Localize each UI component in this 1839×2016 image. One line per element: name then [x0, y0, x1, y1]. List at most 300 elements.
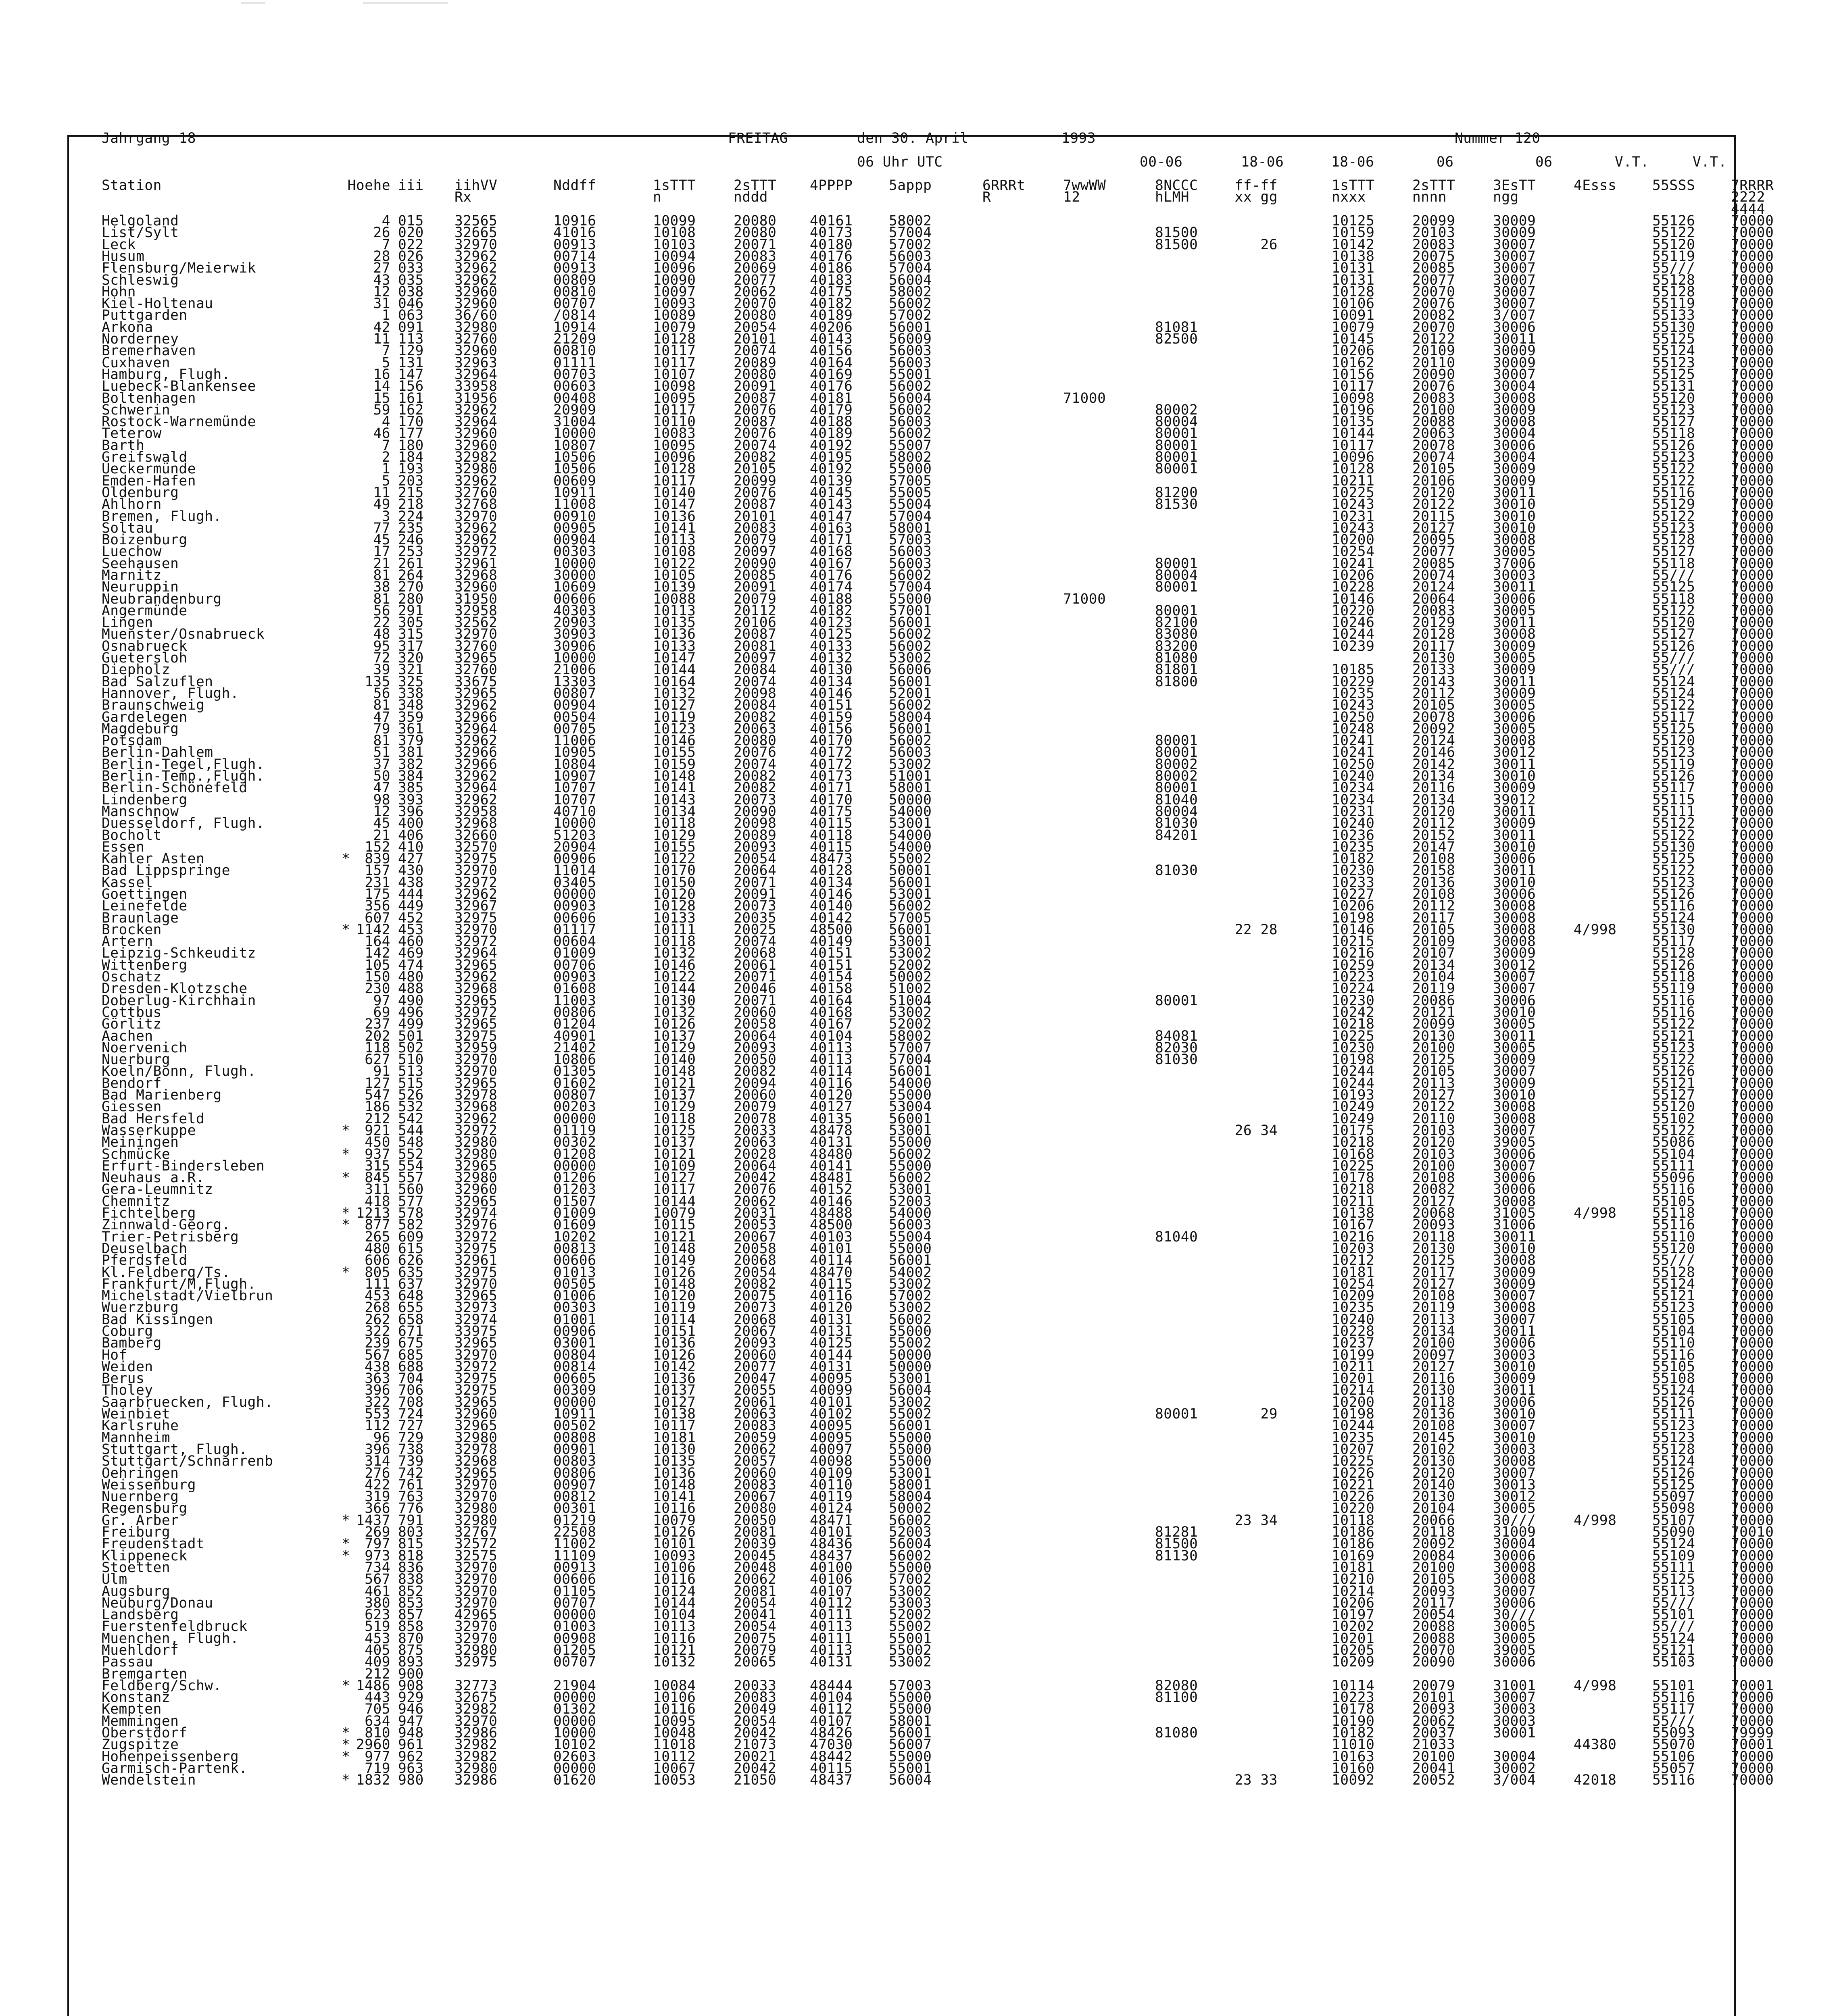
- precip-total-value: 70000: [1731, 791, 1774, 808]
- nddff-value: 00803: [553, 1453, 596, 1470]
- sunshine-value: 55129: [1652, 496, 1695, 513]
- dewpoint-value: 20083: [734, 520, 777, 536]
- ground-value: 30003: [1493, 1701, 1536, 1718]
- ground-value: 30007: [1493, 1288, 1536, 1304]
- sunshine-value: 55122: [1652, 862, 1695, 879]
- sunshine-value: 55///: [1652, 1713, 1695, 1729]
- precip-total-value: 70000: [1731, 579, 1774, 596]
- sunshine-value: 55105: [1652, 1358, 1695, 1375]
- nddff-value: 00000: [553, 1607, 596, 1623]
- precip-total-value: 70000: [1731, 484, 1774, 501]
- tendency-value: 53003: [889, 1595, 932, 1611]
- tendency-value: 56003: [889, 544, 932, 560]
- temp-value: 10119: [653, 709, 696, 725]
- mintemp-value: 20078: [1412, 709, 1455, 725]
- mintemp-value: 20120: [1412, 1465, 1455, 1481]
- mintemp-value: 20120: [1412, 803, 1455, 820]
- ground-value: 30009: [1493, 945, 1536, 962]
- mintemp-value: 20143: [1412, 673, 1455, 690]
- pressure-value: 40131: [810, 1134, 853, 1151]
- iihvv-value: 32965: [455, 992, 498, 1009]
- ground-value: 30005: [1493, 721, 1536, 737]
- station-name: Greifswald: [102, 449, 188, 466]
- dewpoint-value: 20067: [734, 1489, 777, 1505]
- ground-value: 30003: [1493, 1347, 1536, 1363]
- nddff-value: 01003: [553, 1618, 596, 1635]
- mintemp-value: 20090: [1412, 366, 1455, 383]
- station-id: 803: [398, 1524, 424, 1541]
- station-id: 430: [398, 862, 424, 879]
- dewpoint-value: 20053: [734, 1217, 777, 1233]
- iihvv-value: 32975: [455, 1382, 498, 1399]
- pressure-value: 48480: [810, 1146, 853, 1162]
- station-height: 97: [373, 992, 390, 1009]
- station-id: 836: [398, 1559, 424, 1576]
- maxtemp-value: 10235: [1332, 1300, 1375, 1316]
- station-height: 4: [382, 414, 390, 430]
- temp-value: 10181: [653, 1429, 696, 1446]
- mountain-marker: *: [342, 1146, 350, 1162]
- tendency-value: 56002: [889, 1547, 932, 1564]
- station-height: 409: [365, 1654, 390, 1670]
- mintemp-value: 20117: [1412, 1595, 1455, 1611]
- maxtemp-value: 10135: [1332, 414, 1375, 430]
- temp-value: 10118: [653, 1110, 696, 1127]
- tendency-value: 58002: [889, 213, 932, 229]
- maxtemp-value: 11010: [1332, 1737, 1375, 1753]
- precip-total-value: 70000: [1731, 1323, 1774, 1339]
- temp-value: 10127: [653, 697, 696, 714]
- sunshine-value: 55121: [1652, 1028, 1695, 1044]
- pressure-value: 40131: [810, 1654, 853, 1670]
- precip-total-value: 70000: [1731, 673, 1774, 690]
- tendency-value: 55000: [889, 1748, 932, 1765]
- temp-value: 10095: [653, 390, 696, 406]
- tendency-value: 58002: [889, 449, 932, 466]
- station-id: 218: [398, 496, 424, 513]
- iihvv-value: 33675: [455, 673, 498, 690]
- dewpoint-value: 20082: [734, 780, 777, 796]
- station-id: 552: [398, 1146, 424, 1162]
- iihvv-value: 32972: [455, 933, 498, 950]
- dewpoint-value: 20058: [734, 1016, 777, 1033]
- station-height: 50: [373, 768, 390, 785]
- iihvv-value: 32773: [455, 1677, 498, 1694]
- temp-value: 10118: [653, 815, 696, 832]
- iihvv-value: 32970: [455, 1583, 498, 1599]
- cloud-value: 80001: [1155, 449, 1198, 466]
- station-height: 4: [382, 213, 390, 229]
- sunshine-value: 55126: [1652, 213, 1695, 229]
- sunshine-value: 55126: [1652, 1394, 1695, 1410]
- iihvv-value: 32970: [455, 1489, 498, 1505]
- pressure-value: 40174: [810, 579, 853, 596]
- maxtemp-value: 10223: [1332, 969, 1375, 985]
- station-height: 21: [373, 827, 390, 843]
- station-height: 276: [365, 1465, 390, 1481]
- maxtemp-value: 10186: [1332, 1536, 1375, 1552]
- nddff-value: 00606: [553, 910, 596, 926]
- pressure-value: 40189: [810, 425, 853, 442]
- nddff-value: 10807: [553, 437, 596, 454]
- pressure-value: 48437: [810, 1547, 853, 1564]
- precip-total-value: 70000: [1731, 992, 1774, 1009]
- station-id: 156: [398, 378, 424, 395]
- ground-value: 31005: [1493, 1205, 1536, 1222]
- dewpoint-value: 20042: [734, 1170, 777, 1186]
- column-subheader-line: [102, 189, 1766, 206]
- nddff-value: 10000: [553, 1725, 596, 1741]
- station-name: Mannheim: [102, 1429, 171, 1446]
- station-name: Kahler Asten: [102, 851, 205, 867]
- precip-total-value: 70000: [1731, 1441, 1774, 1458]
- iihvv-value: 32565: [455, 213, 498, 229]
- dewpoint-value: 20060: [734, 1347, 777, 1363]
- station-height: 5: [382, 473, 390, 489]
- dewpoint-value: 20094: [734, 1075, 777, 1091]
- station-height: 111: [365, 1276, 390, 1292]
- station-name: Ueckermünde: [102, 461, 196, 477]
- temp-value: 10113: [653, 1618, 696, 1635]
- station-name: Schmücke: [102, 1146, 171, 1162]
- sunshine-value: 55090: [1652, 1524, 1695, 1541]
- nddff-value: 10911: [553, 1406, 596, 1422]
- sunshine-value: 55120: [1652, 733, 1695, 749]
- dewpoint-value: 20074: [734, 933, 777, 950]
- iihvv-value: 32965: [455, 1418, 498, 1434]
- station-height: 45: [373, 815, 390, 832]
- temp-value: 10147: [653, 650, 696, 666]
- station-name: Memmingen: [102, 1713, 179, 1729]
- iihvv-value: 32962: [455, 520, 498, 536]
- station-id: 338: [398, 685, 424, 702]
- iihvv-value: 32962: [455, 272, 498, 288]
- cloud-value: 80004: [1155, 567, 1198, 583]
- sunshine-value: 55109: [1652, 1547, 1695, 1564]
- iihvv-value: 32972: [455, 1004, 498, 1020]
- nddff-value: 01013: [553, 1264, 596, 1281]
- nddff-value: 01206: [553, 1170, 596, 1186]
- iihvv-value: 32982: [455, 449, 498, 466]
- nddff-value: 00904: [553, 697, 596, 714]
- temp-value: 10067: [653, 1760, 696, 1776]
- iihvv-value: 42965: [455, 1607, 498, 1623]
- nddff-value: 10911: [553, 484, 596, 501]
- station-height: 937: [365, 1146, 390, 1162]
- sunshine-value: 55110: [1652, 1335, 1695, 1352]
- station-name: Bremerhaven: [102, 343, 196, 359]
- nddff-value: 00812: [553, 1489, 596, 1505]
- precip-total-value: 70000: [1731, 1099, 1774, 1115]
- dewpoint-value: 20098: [734, 685, 777, 702]
- dewpoint-value: 20063: [734, 1406, 777, 1422]
- station-name: Weiden: [102, 1358, 153, 1375]
- pressure-value: 40151: [810, 957, 853, 973]
- precip-total-value: 70000: [1731, 1429, 1774, 1446]
- station-height: 26: [373, 225, 390, 241]
- temp-value: 10115: [653, 1217, 696, 1233]
- ground-value: 30010: [1493, 1358, 1536, 1375]
- tendency-value: 55000: [889, 1441, 932, 1458]
- nddff-value: 21904: [553, 1677, 596, 1694]
- mintemp-value: 20037: [1412, 1725, 1455, 1741]
- station-id: 381: [398, 744, 424, 761]
- ground-value: 30009: [1493, 1052, 1536, 1068]
- maxtemp-value: 10231: [1332, 803, 1375, 820]
- cloud-value: 80001: [1155, 1406, 1198, 1422]
- sunshine-value: 55122: [1652, 1052, 1695, 1068]
- iihvv-value: 33975: [455, 1323, 498, 1339]
- temp-value: 10138: [653, 1406, 696, 1422]
- maxtemp-value: 10118: [1332, 1512, 1375, 1529]
- nddff-value: 20909: [553, 402, 596, 418]
- nddff-value: 00504: [553, 709, 596, 725]
- station-height: 322: [365, 1323, 390, 1339]
- sunshine-value: 55119: [1652, 296, 1695, 312]
- station-id: 578: [398, 1205, 424, 1222]
- ground-value: 30007: [1493, 260, 1536, 277]
- nddff-value: 03405: [553, 874, 596, 891]
- station-id: 033: [398, 260, 424, 277]
- precip-total-value: 70000: [1731, 1347, 1774, 1363]
- maxtemp-value: 10138: [1332, 248, 1375, 264]
- dewpoint-value: 20055: [734, 1382, 777, 1399]
- tendency-value: 53002: [889, 1394, 932, 1410]
- station-id: 280: [398, 591, 424, 607]
- dewpoint-value: 20074: [734, 437, 777, 454]
- station-id: 469: [398, 945, 424, 962]
- maxtemp-value: 10254: [1332, 1276, 1375, 1292]
- sunshine-value: 55///: [1652, 650, 1695, 666]
- temp-value: 10129: [653, 1039, 696, 1056]
- iihvv-value: 32965: [455, 1193, 498, 1210]
- station-name: Husum: [102, 248, 145, 264]
- tendency-value: 57001: [889, 602, 932, 619]
- mintemp-value: 20074: [1412, 449, 1455, 466]
- station-name: Zugspitze: [102, 1737, 179, 1753]
- nddff-value: 00606: [553, 591, 596, 607]
- dewpoint-value: 20021: [734, 1748, 777, 1765]
- station-height: 480: [365, 1240, 390, 1257]
- station-height: 363: [365, 1370, 390, 1387]
- nddff-value: 22508: [553, 1524, 596, 1541]
- iihvv-value: 32980: [455, 1146, 498, 1162]
- nddff-value: 40901: [553, 1028, 596, 1044]
- precip-total-value: 70000: [1731, 851, 1774, 867]
- pressure-value: 40175: [810, 283, 853, 300]
- maxtemp-value: 10244: [1332, 626, 1375, 643]
- ground-value: 30007: [1493, 981, 1536, 997]
- nddff-value: 01305: [553, 1063, 596, 1080]
- cloud-value: 80004: [1155, 414, 1198, 430]
- sunshine-value: 55122: [1652, 697, 1695, 714]
- precip-total-value: 70000: [1731, 1193, 1774, 1210]
- maxtemp-value: 10079: [1332, 319, 1375, 335]
- temp-value: 10113: [653, 602, 696, 619]
- iihvv-value: 32760: [455, 484, 498, 501]
- station-id: 361: [398, 721, 424, 737]
- maxtemp-value: 10106: [1332, 296, 1375, 312]
- station-name: Luechow: [102, 544, 162, 560]
- column-subheader: 12: [1063, 189, 1080, 206]
- nddff-value: 51203: [553, 827, 596, 843]
- station-id: 706: [398, 1382, 424, 1399]
- station-name: Oldenburg: [102, 484, 179, 501]
- maxtemp-value: 10243: [1332, 697, 1375, 714]
- tendency-value: 57005: [889, 910, 932, 926]
- sunshine-value: 55122: [1652, 827, 1695, 843]
- temp-value: 10148: [653, 768, 696, 785]
- cloud-value: 81500: [1155, 236, 1198, 253]
- station-id: 015: [398, 213, 424, 229]
- pressure-value: 40183: [810, 272, 853, 288]
- nddff-value: 00906: [553, 1323, 596, 1339]
- ground-value: 3/004: [1493, 1772, 1536, 1789]
- temp-value: 10126: [653, 1264, 696, 1281]
- station-name: Bremen, Flugh.: [102, 508, 222, 525]
- column-header: 5appp: [889, 177, 932, 194]
- dewpoint-value: 20042: [734, 1760, 777, 1776]
- station-height: 7: [382, 343, 390, 359]
- maxtemp-value: 10160: [1332, 1760, 1375, 1776]
- temp-value: 10136: [653, 1335, 696, 1352]
- precip-total-value: 70000: [1731, 1335, 1774, 1352]
- maxtemp-value: 10211: [1332, 1193, 1375, 1210]
- mintemp-value: 20107: [1412, 945, 1455, 962]
- table-row: [102, 1772, 1774, 1789]
- maxtemp-value: 10212: [1332, 1252, 1375, 1269]
- station-name: Passau: [102, 1654, 153, 1670]
- dewpoint-value: 20033: [734, 1122, 777, 1139]
- tendency-value: 55002: [889, 1335, 932, 1352]
- dewpoint-value: 20083: [734, 248, 777, 264]
- pressure-value: 48481: [810, 1170, 853, 1186]
- station-id: 452: [398, 910, 424, 926]
- station-height: 1832: [356, 1772, 390, 1789]
- dewpoint-value: 20047: [734, 1370, 777, 1387]
- station-id: 496: [398, 1004, 424, 1020]
- sunshine-value: 55086: [1652, 1134, 1695, 1151]
- maxtemp-value: 10244: [1332, 1075, 1375, 1091]
- station-height: 1: [382, 461, 390, 477]
- sunshine-value: 55119: [1652, 248, 1695, 264]
- sunshine-value: 55122: [1652, 1122, 1695, 1139]
- dewpoint-value: 20071: [734, 992, 777, 1009]
- pressure-value: 40158: [810, 981, 853, 997]
- cloud-value: 80002: [1155, 756, 1198, 773]
- ground-value: 30008: [1493, 626, 1536, 643]
- station-name: Zinnwald-Georg.: [102, 1217, 231, 1233]
- tendency-value: 55002: [889, 851, 932, 867]
- cloud-value: 81080: [1155, 650, 1198, 666]
- pressure-value: 40192: [810, 461, 853, 477]
- nddff-value: 00903: [553, 898, 596, 914]
- tendency-value: 57003: [889, 1677, 932, 1694]
- station-id: 170: [398, 414, 424, 430]
- maxtemp-value: 10146: [1332, 591, 1375, 607]
- sunshine-value: 55124: [1652, 1382, 1695, 1399]
- temp-value: 10104: [653, 1607, 696, 1623]
- pressure-value: 48437: [810, 1772, 853, 1789]
- group-0006: 00-06: [1140, 154, 1183, 170]
- nddff-value: 01620: [553, 1772, 596, 1789]
- maxtemp-value: 10167: [1332, 1217, 1375, 1233]
- maxtemp-value: 10230: [1332, 1039, 1375, 1056]
- sunshine-value: 55118: [1652, 591, 1695, 607]
- precip-total-value: 70000: [1731, 1358, 1774, 1375]
- tendency-value: 50002: [889, 1500, 932, 1517]
- station-id: 315: [398, 626, 424, 643]
- station-name: Osnabrueck: [102, 638, 188, 654]
- station-height: 81: [373, 733, 390, 749]
- station-id: 317: [398, 638, 424, 654]
- nddff-value: 10000: [553, 815, 596, 832]
- header-line: [102, 130, 1731, 146]
- precip-total-value: 70000: [1731, 555, 1774, 572]
- station-height: 606: [365, 1252, 390, 1269]
- iihvv-value: 32760: [455, 662, 498, 678]
- pressure-value: 40171: [810, 532, 853, 548]
- precip-total-value: 70000: [1731, 319, 1774, 335]
- ground-value: 30006: [1493, 1595, 1536, 1611]
- tendency-value: 55000: [889, 1087, 932, 1104]
- column-header: 6RRRt: [982, 177, 1026, 194]
- station-name: Bad Marienberg: [102, 1087, 222, 1104]
- station-name: Bad Lippspringe: [102, 862, 231, 879]
- ground-value: 30009: [1493, 1276, 1536, 1292]
- temp-value: 10133: [653, 638, 696, 654]
- temp-value: 10111: [653, 921, 696, 938]
- iihvv-value: 32962: [455, 886, 498, 902]
- tendency-value: 56001: [889, 874, 932, 891]
- station-id: 946: [398, 1701, 424, 1718]
- station-id: 526: [398, 1087, 424, 1104]
- temp-value: 10118: [653, 933, 696, 950]
- station-id: 929: [398, 1689, 424, 1706]
- station-height: 845: [365, 1170, 390, 1186]
- sunshine-value: 55121: [1652, 1642, 1695, 1658]
- maxtemp-value: 10190: [1332, 1713, 1375, 1729]
- pressure-value: 40176: [810, 378, 853, 395]
- precip-total-value: 70000: [1731, 1311, 1774, 1328]
- station-height: 98: [373, 791, 390, 808]
- mintemp-value: 20117: [1412, 638, 1455, 654]
- dewpoint-value: 20035: [734, 910, 777, 926]
- tendency-value: 55000: [889, 591, 932, 607]
- precip-total-value: 70000: [1731, 1252, 1774, 1269]
- iihvv-value: 32982: [455, 1748, 498, 1765]
- temp-value: 10079: [653, 319, 696, 335]
- sunshine-value: 55116: [1652, 1772, 1695, 1789]
- station-height: 79: [373, 721, 390, 737]
- ground-value: 30009: [1493, 1370, 1536, 1387]
- station-height: 1486: [356, 1677, 390, 1694]
- sunshine-value: 55122: [1652, 815, 1695, 832]
- sunshine-value: 55123: [1652, 402, 1695, 418]
- cloud-value: 80001: [1155, 555, 1198, 572]
- iihvv-value: 32962: [455, 697, 498, 714]
- snow-value: 4/998: [1574, 1677, 1617, 1694]
- temp-value: 10148: [653, 1063, 696, 1080]
- precip-total-value: 70000: [1731, 461, 1774, 477]
- ground-value: 30012: [1493, 957, 1536, 973]
- tendency-value: 55004: [889, 496, 932, 513]
- dewpoint-value: 20093: [734, 1335, 777, 1352]
- station-height: 262: [365, 1311, 390, 1328]
- mintemp-value: 20064: [1412, 591, 1455, 607]
- nddff-value: 01608: [553, 981, 596, 997]
- station-name: Braunschweig: [102, 697, 205, 714]
